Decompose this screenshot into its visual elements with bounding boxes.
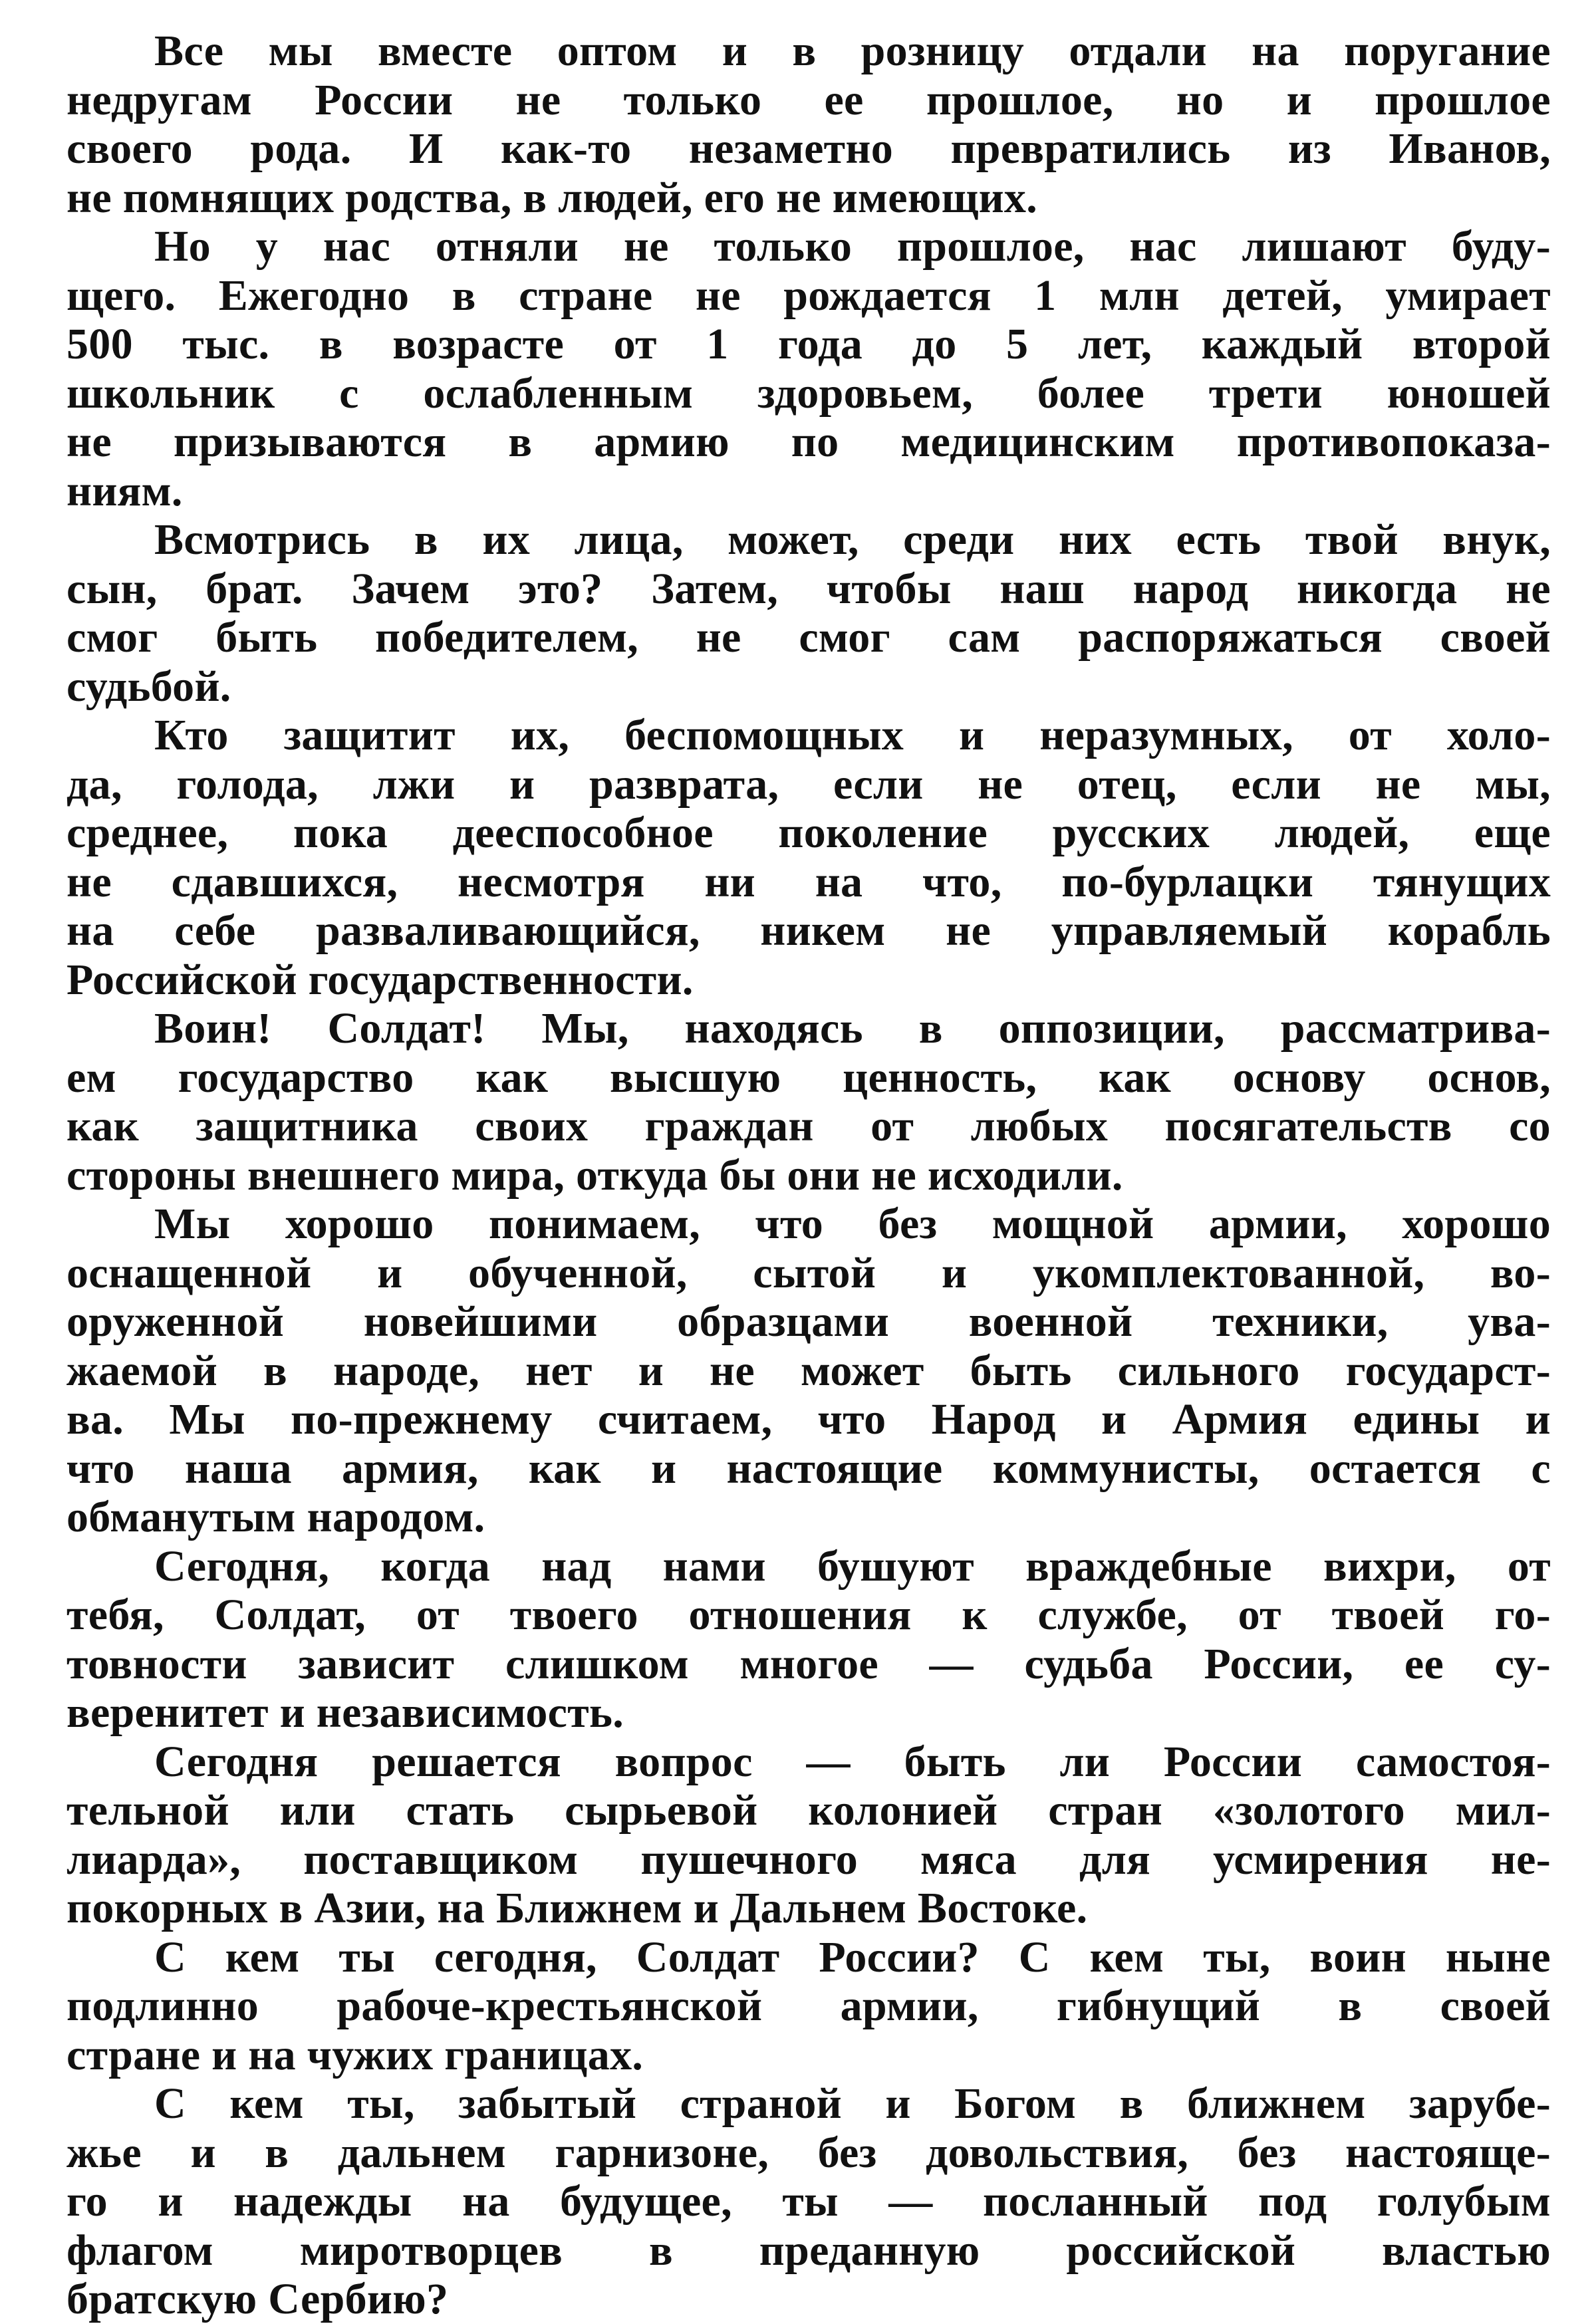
text-line: ниям. bbox=[66, 466, 183, 515]
text-line: Воин! Солдат! Мы, находясь в оппозиции, рассматрива- bbox=[154, 1004, 1551, 1053]
paragraph bbox=[66, 222, 1551, 515]
text-line: своего рода. И как-то незаметно превратились из Иванов, bbox=[66, 124, 1551, 173]
text-line: на себе разваливающийся, никем не управляемый корабль bbox=[66, 906, 1551, 955]
paragraph bbox=[66, 1738, 1551, 1933]
text-line: С кем ты, забытый страной и Богом в ближнем зарубе- bbox=[154, 2079, 1551, 2128]
text-line: Кто защитит их, беспомощных и неразумных, от холо- bbox=[154, 711, 1551, 759]
text-line: среднее, пока дееспособное поколение русских людей, еще bbox=[66, 809, 1551, 857]
text-line: стране и на чужих границах. bbox=[66, 2030, 644, 2079]
text-line: Но у нас отняли не только прошлое, нас лишают буду- bbox=[154, 222, 1551, 271]
text-line: не помнящих родства, в людей, его не имеющих. bbox=[66, 173, 1038, 222]
text-line: ем государство как высшую ценность, как основу основ, bbox=[66, 1053, 1551, 1102]
text-line: жье и в дальнем гарнизоне, без довольствия, без настояще- bbox=[66, 2128, 1551, 2177]
paragraph bbox=[66, 515, 1551, 711]
text-line: веренитет и независимость. bbox=[66, 1688, 624, 1737]
paragraph bbox=[66, 1004, 1551, 1200]
text-line: Все мы вместе оптом и в розницу отдали на поругание bbox=[154, 27, 1551, 75]
text-line: да, голода, лжи и разврата, если не отец, если не мы, bbox=[66, 759, 1551, 809]
text-line: подлинно рабоче-крестьянской армии, гибнущий в своей bbox=[66, 1982, 1551, 2030]
text-line: Всмотрись в их лица, может, среди них есть твой внук, bbox=[154, 515, 1551, 564]
text-line: тельной или стать сырьевой колонией стран «золотого мил- bbox=[66, 1786, 1551, 1835]
text-line: Сегодня, когда над нами бушуют враждебные вихри, от bbox=[154, 1541, 1551, 1591]
text-line: С кем ты сегодня, Солдат России? С кем ты, воин ныне bbox=[154, 1932, 1551, 1982]
document-body bbox=[66, 27, 1551, 2324]
paragraph bbox=[66, 2079, 1551, 2324]
text-line: тебя, Солдат, от твоего отношения к службе, от твоей го- bbox=[66, 1591, 1551, 1639]
text-line: Российской государственности. bbox=[66, 955, 694, 1004]
text-line: недругам России не только ее прошлое, но и прошлое bbox=[66, 75, 1551, 124]
text-line: 500 тыс. в возрасте от 1 года до 5 лет, каждый второй bbox=[66, 320, 1551, 368]
text-line: Мы хорошо понимаем, что без мощной армии, хорошо bbox=[154, 1200, 1551, 1248]
text-line: оснащенной и обученной, сытой и укомплектованной, во- bbox=[66, 1248, 1551, 1297]
paragraph bbox=[66, 1542, 1551, 1738]
text-line: ва. Мы по-прежнему считаем, что Народ и Армия едины и bbox=[66, 1395, 1551, 1444]
text-line: го и надежды на будущее, ты — посланный под голубым bbox=[66, 2177, 1551, 2226]
paragraph bbox=[66, 1200, 1551, 1542]
text-line: товности зависит слишком многое — судьба России, ее су- bbox=[66, 1639, 1551, 1688]
text-line: щего. Ежегодно в стране не рождается 1 млн детей, умирает bbox=[66, 271, 1551, 320]
text-line: братскую Сербию? bbox=[66, 2275, 449, 2323]
text-line: не призываются в армию по медицинским противопоказа- bbox=[66, 418, 1551, 466]
paragraph bbox=[66, 1933, 1551, 2080]
text-line: оруженной новейшими образцами военной техники, ува- bbox=[66, 1297, 1551, 1346]
text-line: Сегодня решается вопрос — быть ли России самостоя- bbox=[154, 1737, 1551, 1786]
paragraph bbox=[66, 27, 1551, 222]
text-line: школьник с ослабленным здоровьем, более трети юношей bbox=[66, 368, 1551, 418]
text-line: флагом миротворцев в преданную российской властью bbox=[66, 2226, 1551, 2275]
text-line: жаемой в народе, нет и не может быть сильного государст- bbox=[66, 1346, 1551, 1395]
text-line: лиарда», поставщиком пушечного мяса для усмирения не- bbox=[66, 1835, 1551, 1884]
text-line: покорных в Азии, на Ближнем и Дальнем Востоке. bbox=[66, 1884, 1088, 1932]
text-line: сын, брат. Зачем это? Затем, чтобы наш народ никогда не bbox=[66, 564, 1551, 613]
text-line: как защитника своих граждан от любых посягательств со bbox=[66, 1102, 1551, 1150]
text-line: обманутым народом. bbox=[66, 1493, 485, 1541]
text-line: что наша армия, как и настоящие коммунисты, остается с bbox=[66, 1444, 1551, 1493]
text-line: стороны внешнего мира, откуда бы они не исходили. bbox=[66, 1150, 1123, 1200]
text-line: судьбой. bbox=[66, 662, 231, 711]
text-line: смог быть победителем, не смог сам распоряжаться своей bbox=[66, 613, 1551, 662]
document-page bbox=[66, 27, 1551, 2323]
text-line: не сдавшихся, несмотря ни на что, по-бурлацки тянущих bbox=[66, 857, 1551, 906]
paragraph bbox=[66, 711, 1551, 1004]
